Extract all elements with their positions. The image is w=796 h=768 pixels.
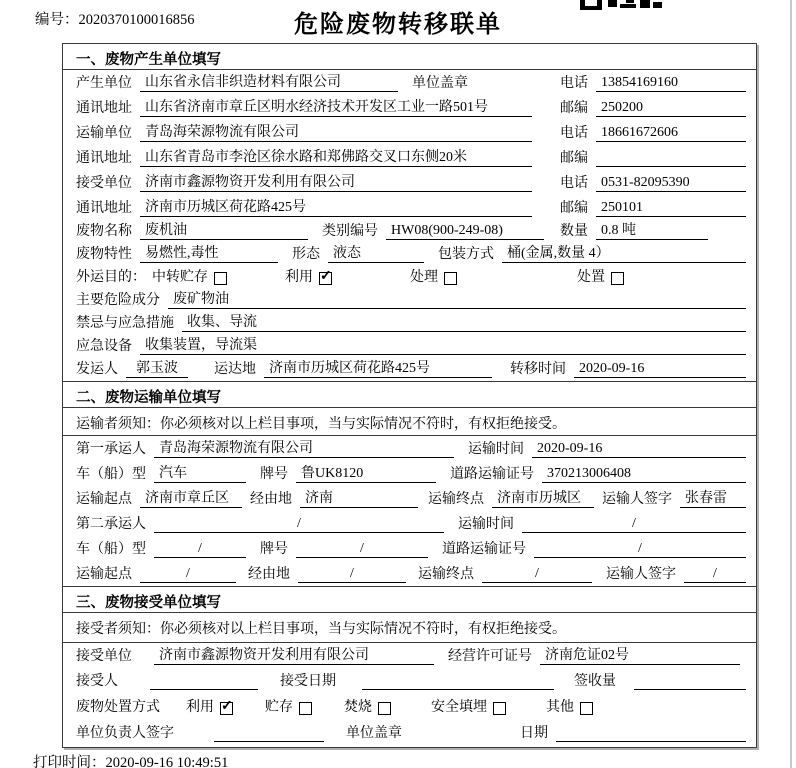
transporter-zip-label: 邮编 xyxy=(560,151,588,166)
endpoint2-value: / xyxy=(482,565,592,583)
purpose-transfer-storage-checkbox xyxy=(214,272,227,285)
origin1-value: 济南市章丘区 xyxy=(140,490,242,508)
accept-person-row xyxy=(63,668,756,693)
transporter-label: 运输单位 xyxy=(76,126,132,141)
producer-phone-label: 电话 xyxy=(560,76,588,91)
sign-date-label: 日期 xyxy=(520,726,548,741)
transfer-time-value: 2020-09-16 xyxy=(574,360,746,378)
waste-traits-label: 废物特性 xyxy=(76,247,132,262)
receiver-zip-value: 250101 xyxy=(596,199,746,217)
road-permit2-value: / xyxy=(534,540,746,558)
responsible-sign-value xyxy=(214,724,324,742)
emergency-equipment-value: 收集装置，导流渠 xyxy=(140,337,746,355)
print-time xyxy=(33,751,228,768)
first-carrier-label: 第一承运人 xyxy=(76,442,146,457)
responsible-sign-row xyxy=(63,719,756,745)
receiver-zip-label: 邮编 xyxy=(560,201,588,216)
vehicle2-row xyxy=(63,536,756,561)
origin1-label: 运输起点 xyxy=(76,492,132,507)
emergency-measures-row xyxy=(63,312,756,335)
shipper-label: 发运人 xyxy=(76,362,118,377)
route1-row xyxy=(63,486,756,511)
carrier-sign2-label: 运输人签字 xyxy=(606,567,676,582)
accept-unit-label: 接受单位 xyxy=(76,649,132,664)
doc-number-value: 2020370100016856 xyxy=(78,12,195,28)
emergency-equipment-row xyxy=(63,335,756,358)
receiver-notice-label: 接受者须知： xyxy=(76,622,160,637)
waste-form-value: 液态 xyxy=(328,245,424,263)
section3-header: 三、废物接受单位填写 xyxy=(63,586,756,613)
transporter-phone-value: 18661672606 xyxy=(596,124,746,142)
receiver-phone-value: 0531-82095390 xyxy=(596,174,746,192)
carrier-notice-text: 你必须核对以上栏目事项，当与实际情况不符时，有权拒绝接受。 xyxy=(160,417,566,432)
receiver-value: 济南市鑫源物资开发利用有限公司 xyxy=(140,174,532,192)
second-carrier-label: 第二承运人 xyxy=(76,517,146,532)
accept-date-value xyxy=(362,672,554,690)
purpose-utilize-checkbox xyxy=(319,272,332,285)
disposal-option-landfill-label: 安全填埋 xyxy=(431,700,487,715)
waste-traits-value: 易燃性,毒性 xyxy=(140,245,278,263)
emergency-measures-label: 禁忌与应急措施 xyxy=(76,316,174,331)
responsible-sign-label: 单位负责人签字 xyxy=(76,726,174,741)
purpose-option-dispose-label: 处置 xyxy=(577,270,605,285)
license-value: 济南危证02号 xyxy=(540,647,740,665)
accept-person-label: 接受人 xyxy=(76,674,118,689)
accept-unit-row xyxy=(63,643,756,668)
transfer-form-table xyxy=(62,43,757,748)
origin2-value: / xyxy=(140,565,236,583)
waste-name-value: 废机油 xyxy=(140,222,308,240)
received-qty-value xyxy=(634,672,746,690)
disposal-landfill-checkbox xyxy=(493,702,506,715)
producer-address-value: 山东省济南市章丘区明水经济技术开发区工业一路501号 xyxy=(140,99,532,117)
waste-form-label: 形态 xyxy=(292,247,320,262)
via1-value: 济南 xyxy=(300,490,418,508)
route2-row xyxy=(63,561,756,586)
second-carrier-value: / xyxy=(154,515,444,533)
plate2-value: / xyxy=(296,540,428,558)
waste-traits-row xyxy=(63,243,756,266)
receiver-address-row xyxy=(63,195,756,220)
first-carrier-value: 青岛海荣源物流有限公司 xyxy=(154,440,454,458)
endpoint1-value: 济南市历城区 xyxy=(492,490,594,508)
disposal-option-other-label: 其他 xyxy=(546,700,574,715)
destination-label: 运达地 xyxy=(214,362,256,377)
carrier-sign2-value: / xyxy=(684,565,746,583)
receiver-label: 接受单位 xyxy=(76,176,132,191)
disposal-other-checkbox xyxy=(580,702,593,715)
destination-value: 济南市历城区荷花路425号 xyxy=(264,360,492,378)
disposal-option-store-label: 贮存 xyxy=(265,700,293,715)
receiver-address-label: 通讯地址 xyxy=(76,201,132,216)
quantity-value: 0.8 吨 xyxy=(596,222,708,240)
packaging-label: 包装方式 xyxy=(438,247,494,262)
second-carrier-row xyxy=(63,511,756,536)
category-code-value: HW08(900-249-08) xyxy=(386,222,544,240)
packaging-value: 桶(金属,数量 4） xyxy=(502,245,746,263)
disposal-incinerate-checkbox xyxy=(378,702,391,715)
print-time-value: 2020-09-16 10:49:51 xyxy=(105,755,229,768)
shipper-value: 郭玉波 xyxy=(126,360,188,378)
vehicle1-row xyxy=(63,461,756,486)
section2-header: 二、废物运输单位填写 xyxy=(63,381,756,408)
receiver-row xyxy=(63,170,756,195)
hazard-component-value: 废矿物油 xyxy=(168,291,746,309)
waste-name-row xyxy=(63,220,756,243)
purpose-option-treat-label: 处理 xyxy=(410,270,438,285)
via2-label: 经由地 xyxy=(248,567,290,582)
carrier-sign1-label: 运输人签字 xyxy=(602,492,672,507)
transport-time2-value: / xyxy=(522,515,746,533)
plate2-label: 牌号 xyxy=(260,542,288,557)
shipper-row xyxy=(63,358,756,381)
received-qty-label: 签收量 xyxy=(574,674,616,689)
road-permit2-label: 道路运输证号 xyxy=(442,542,526,557)
disposal-store-checkbox xyxy=(299,702,312,715)
disposal-option-utilize-label: 利用 xyxy=(186,700,214,715)
via1-label: 经由地 xyxy=(250,492,292,507)
hazard-component-label: 主要危险成分 xyxy=(76,293,160,308)
unit-seal-label: 单位盖章 xyxy=(412,76,468,91)
carrier-notice-label: 运输者须知： xyxy=(76,417,160,432)
producer-address-row xyxy=(63,95,756,120)
purpose-dispose-checkbox xyxy=(611,272,624,285)
receiver-phone-label: 电话 xyxy=(560,176,588,191)
disposal-option-incinerate-label: 焚烧 xyxy=(344,700,372,715)
transporter-address-row xyxy=(63,145,756,170)
purpose-label: 外运目的： xyxy=(76,270,146,285)
purpose-row xyxy=(63,266,756,289)
transporter-address-value: 山东省青岛市李沧区徐水路和郑佛路交叉口东侧20米 xyxy=(140,149,532,167)
transporter-phone-label: 电话 xyxy=(560,126,588,141)
vehicle-type1-value: 汽车 xyxy=(154,465,246,483)
transporter-value: 青岛海荣源物流有限公司 xyxy=(140,124,532,142)
vehicle-type1-label: 车（船）型 xyxy=(76,467,146,482)
road-permit1-label: 道路运输证号 xyxy=(450,467,534,482)
sign-date-value xyxy=(556,724,746,742)
receiver-notice-row xyxy=(63,613,756,643)
plate1-value: 鲁UK8120 xyxy=(296,465,436,483)
page-right-edge xyxy=(790,0,792,768)
producer-row xyxy=(63,70,756,95)
disposal-method-label: 废物处置方式 xyxy=(76,700,160,715)
qr-code-fragment xyxy=(580,0,664,10)
endpoint1-label: 运输终点 xyxy=(428,492,484,507)
endpoint2-label: 运输终点 xyxy=(418,567,474,582)
vehicle-type2-label: 车（船）型 xyxy=(76,542,146,557)
print-time-label: 打印时间： xyxy=(33,755,106,768)
carrier-notice-row xyxy=(63,408,756,436)
purpose-treat-checkbox xyxy=(444,272,457,285)
transport-time2-label: 运输时间 xyxy=(458,517,514,532)
hazard-component-row xyxy=(63,289,756,312)
via2-value: / xyxy=(298,565,406,583)
doc-number-label: 编号： xyxy=(35,12,79,28)
disposal-utilize-checkbox xyxy=(220,702,233,715)
emergency-equipment-label: 应急设备 xyxy=(76,339,132,354)
license-label: 经营许可证号 xyxy=(448,649,532,664)
vehicle-type2-value: / xyxy=(154,540,246,558)
transport-time1-label: 运输时间 xyxy=(468,442,524,457)
waste-name-label: 废物名称 xyxy=(76,224,132,239)
transport-time1-value: 2020-09-16 xyxy=(532,440,746,458)
page-title: 危险废物转移联单 xyxy=(294,11,502,38)
purpose-option-transfer-storage-label: 中转贮存 xyxy=(152,270,208,285)
road-permit1-value: 370213006408 xyxy=(542,465,746,483)
transporter-row xyxy=(63,120,756,145)
emergency-measures-value: 收集、导流 xyxy=(182,314,746,332)
disposal-method-row xyxy=(63,693,756,719)
producer-zip-value: 250200 xyxy=(596,99,746,117)
transfer-time-label: 转移时间 xyxy=(510,362,566,377)
transporter-address-label: 通讯地址 xyxy=(76,151,132,166)
accept-person-value xyxy=(150,672,258,690)
producer-phone-value: 13854169160 xyxy=(596,74,746,92)
category-code-label: 类别编号 xyxy=(322,224,378,239)
accept-date-label: 接受日期 xyxy=(280,674,336,689)
receiver-notice-text: 你必须核对以上栏目事项，当与实际情况不符时，有权拒绝接受。 xyxy=(160,622,566,637)
first-carrier-row xyxy=(63,436,756,461)
producer-address-label: 通讯地址 xyxy=(76,101,132,116)
accept-unit-value: 济南市鑫源物资开发利用有限公司 xyxy=(154,647,434,665)
quantity-label: 数量 xyxy=(560,224,588,239)
receiver-address-value: 济南市历城区荷花路425号 xyxy=(140,199,532,217)
producer-label: 产生单位 xyxy=(76,76,132,91)
section1-header: 一、废物产生单位填写 xyxy=(63,44,756,70)
unit-seal2-label: 单位盖章 xyxy=(346,726,402,741)
transporter-zip-value xyxy=(596,149,746,167)
producer-value: 山东省永信非织造材料有限公司 xyxy=(140,74,398,92)
purpose-option-utilize-label: 利用 xyxy=(285,270,313,285)
carrier-sign1-value: 张春雷 xyxy=(680,490,746,508)
producer-zip-label: 邮编 xyxy=(560,101,588,116)
plate1-label: 牌号 xyxy=(260,467,288,482)
origin2-label: 运输起点 xyxy=(76,567,132,582)
